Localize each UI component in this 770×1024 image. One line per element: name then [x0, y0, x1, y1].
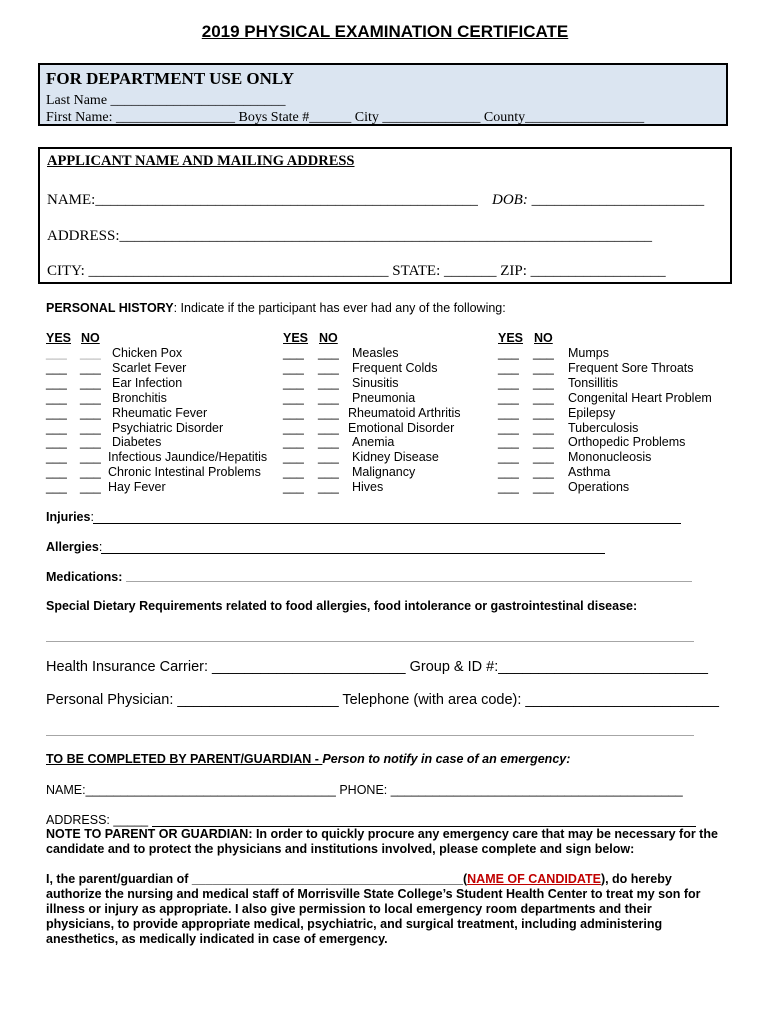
yes-blank[interactable]: ___ [46, 405, 67, 420]
no-blank[interactable]: ___ [318, 390, 339, 405]
injuries-line[interactable] [93, 523, 681, 524]
consent-body: authorize the nursing and medical staff of Morrisville State College’s Student Health Center to treat my son for illness or injury as appropriate. I also give permission to local emergency room departments and their physicians, to provide appropriate medical, psychiatric, and surgical treatment, including administering anesthetics, as medically indicated in case of emergency. [46, 887, 701, 946]
guardian-address-label: ADDRESS: _____ [46, 813, 149, 827]
medications-label: Medications: [46, 570, 123, 584]
injuries-label: Injuries: [46, 510, 94, 524]
no-blank[interactable]: ___ [318, 480, 339, 495]
no-blank[interactable]: ___ [533, 390, 554, 405]
department-use-section [38, 63, 728, 126]
guardian-subheading: Person to notify in case of an emergency: [322, 752, 571, 766]
no-column-header: NO [534, 331, 553, 345]
no-blank[interactable]: ___ [533, 420, 554, 435]
personal-history-instruction [46, 301, 506, 315]
yes-blank[interactable]: ___ [46, 360, 67, 375]
no-column-header: NO [81, 331, 100, 345]
no-blank[interactable]: ___ [318, 360, 339, 375]
no-blank[interactable]: ___ [318, 450, 339, 465]
allergies-label: Allergies: [46, 540, 103, 554]
yes-column-header: YES [46, 331, 72, 345]
no-blank[interactable]: ___ [533, 405, 554, 420]
yes-column-header: YES [283, 331, 309, 345]
yes-blank[interactable]: ___ [283, 375, 304, 390]
condition-label: Epilepsy [568, 405, 616, 420]
no-blank[interactable]: ___ [533, 450, 554, 465]
condition-label: Bronchitis [112, 390, 167, 405]
no-blank[interactable]: ___ [318, 375, 339, 390]
dob-field[interactable]: DOB: _______________________ [492, 192, 705, 208]
yes-blank[interactable]: ___ [283, 346, 304, 360]
condition-label: Chicken Pox [112, 346, 183, 360]
condition-label: Mumps [568, 346, 609, 360]
yes-blank[interactable]: ___ [46, 390, 67, 405]
yes-blank[interactable]: ___ [46, 420, 67, 435]
no-blank[interactable]: ___ [533, 465, 554, 480]
condition-label: Frequent Colds [352, 360, 438, 375]
condition-label: Psychiatric Disorder [112, 420, 224, 435]
no-blank[interactable]: ___ [318, 465, 339, 480]
condition-label: Kidney Disease [352, 450, 439, 465]
yes-blank[interactable]: ___ [498, 465, 519, 480]
personal-history-label: PERSONAL HISTORY [46, 301, 174, 315]
condition-label: Anemia [352, 435, 395, 450]
yes-blank[interactable]: ___ [46, 435, 67, 450]
first-name-boys-state-city-county-fields[interactable]: First Name: _________________ Boys State #______ City ______________ County_________________ [46, 110, 645, 125]
yes-blank[interactable]: ___ [46, 480, 67, 495]
personal-history-text: : Indicate if the participant has ever had any of the following: [173, 301, 506, 315]
yes-blank[interactable]: ___ [283, 390, 304, 405]
yes-blank[interactable]: ___ [498, 390, 519, 405]
guardian-heading-row [46, 752, 570, 766]
consent-paragraph [46, 872, 718, 947]
condition-label: Emotional Disorder [348, 420, 455, 435]
no-blank[interactable]: ___ [318, 346, 339, 360]
no-blank[interactable]: ___ [533, 360, 554, 375]
condition-label: Tuberculosis [568, 420, 639, 435]
condition-label: Sinusitis [352, 375, 399, 390]
condition-label: Measles [352, 346, 399, 360]
condition-label: Congenital Heart Problem [568, 390, 712, 405]
condition-label: Chronic Intestinal Problems [108, 465, 261, 480]
yes-blank[interactable]: ___ [283, 480, 304, 495]
yes-blank[interactable]: ___ [498, 360, 519, 375]
yes-blank[interactable]: ___ [46, 375, 67, 390]
yes-blank[interactable]: ___ [283, 465, 304, 480]
candidate-name-label: NAME OF CANDIDATE [467, 872, 601, 886]
medications-line[interactable] [126, 581, 692, 582]
condition-label: Scarlet Fever [112, 360, 187, 375]
condition-label: Hives [352, 480, 384, 495]
no-column-header: NO [319, 331, 338, 345]
page-title: 2019 PHYSICAL EXAMINATION CERTIFICATE [201, 22, 569, 41]
department-heading: FOR DEPARTMENT USE ONLY [46, 69, 294, 88]
no-blank[interactable]: ___ [80, 360, 101, 375]
address-field[interactable]: ADDRESS:_______________________________________________________________________ [47, 228, 653, 244]
allergies-line[interactable] [101, 553, 605, 554]
yes-blank[interactable]: ___ [283, 360, 304, 375]
yes-blank[interactable]: ___ [283, 450, 304, 465]
no-blank[interactable]: ___ [533, 346, 554, 360]
yes-blank[interactable]: ___ [46, 450, 67, 465]
yes-blank[interactable]: ___ [498, 375, 519, 390]
no-blank[interactable]: ___ [80, 435, 101, 450]
physician-extra-line[interactable] [46, 735, 694, 736]
applicant-heading: APPLICANT NAME AND MAILING ADDRESS [47, 153, 355, 169]
condition-label: Infectious Jaundice/Hepatitis [108, 450, 268, 465]
condition-label: Rheumatic Fever [112, 405, 208, 420]
dietary-label: Special Dietary Requirements related to food allergies, food intolerance or gastrointestinal disease: [46, 599, 638, 613]
condition-label: Malignancy [352, 465, 416, 480]
no-blank[interactable]: ___ [318, 435, 339, 450]
condition-label: Tonsillitis [568, 375, 619, 390]
condition-label: Rheumatoid Arthritis [348, 405, 461, 420]
condition-label: Frequent Sore Throats [568, 360, 694, 375]
condition-label: Asthma [568, 465, 611, 480]
yes-blank[interactable]: ___ [46, 465, 67, 480]
condition-label: Orthopedic Problems [568, 435, 686, 450]
applicant-section [38, 147, 732, 284]
no-blank[interactable]: ___ [80, 450, 101, 465]
no-blank[interactable]: ___ [533, 375, 554, 390]
no-blank[interactable]: ___ [80, 375, 101, 390]
condition-label: Operations [568, 480, 630, 495]
condition-label: Ear Infection [112, 375, 183, 390]
condition-label: Mononucleosis [568, 450, 652, 465]
dietary-line[interactable] [46, 641, 694, 642]
no-blank[interactable]: ___ [80, 420, 101, 435]
yes-blank[interactable]: ___ [498, 420, 519, 435]
yes-blank[interactable]: ___ [283, 405, 304, 420]
yes-blank[interactable]: ___ [498, 450, 519, 465]
city-state-zip-field[interactable]: CITY: ________________________________________ STATE: _______ ZIP: __________________ [47, 263, 666, 279]
applicant-name-field[interactable]: NAME:___________________________________________________ [47, 192, 478, 208]
no-blank[interactable]: ___ [318, 420, 339, 435]
no-blank[interactable]: ___ [80, 405, 101, 420]
no-blank[interactable]: ___ [318, 405, 339, 420]
yes-blank[interactable]: ___ [498, 480, 519, 495]
yes-blank[interactable]: ___ [498, 435, 519, 450]
yes-blank[interactable]: ___ [498, 405, 519, 420]
guardian-name-phone-fields[interactable]: NAME:____________________________________ PHONE: __________________________________________ [46, 783, 683, 797]
condition-label: Pneumonia [352, 390, 416, 405]
no-blank[interactable]: ___ [80, 465, 101, 480]
guardian-heading: TO BE COMPLETED BY PARENT/GUARDIAN - [46, 752, 323, 766]
yes-column-header: YES [498, 331, 524, 345]
yes-blank[interactable]: ___ [283, 420, 304, 435]
condition-label: Diabetes [112, 435, 162, 450]
no-blank[interactable]: ___ [533, 435, 554, 450]
no-blank[interactable]: ___ [80, 346, 101, 360]
physician-fields[interactable]: Personal Physician: ____________________ Telephone (with area code): ________________________ [46, 692, 719, 708]
condition-label: Hay Fever [108, 480, 166, 495]
insurance-fields[interactable]: Health Insurance Carrier: ________________________ Group & ID #:__________________________ [46, 659, 708, 675]
yes-blank[interactable]: ___ [46, 346, 67, 360]
no-blank[interactable]: ___ [533, 480, 554, 495]
yes-blank[interactable]: ___ [283, 435, 304, 450]
consent-suffix: ), do hereby [600, 872, 672, 886]
no-blank[interactable]: ___ [80, 390, 101, 405]
guardian-note: NOTE TO PARENT OR GUARDIAN: In order to quickly procure any emergency care that may be necessary for the candidate and to protect the physicians and institutions involved, please complete and sign below: [46, 827, 718, 856]
last-name-field[interactable]: Last Name _________________________ [46, 93, 286, 108]
no-blank[interactable]: ___ [80, 480, 101, 495]
consent-prefix[interactable]: I, the parent/guardian of _______________________________________( [46, 872, 468, 886]
yes-blank[interactable]: ___ [498, 346, 519, 360]
